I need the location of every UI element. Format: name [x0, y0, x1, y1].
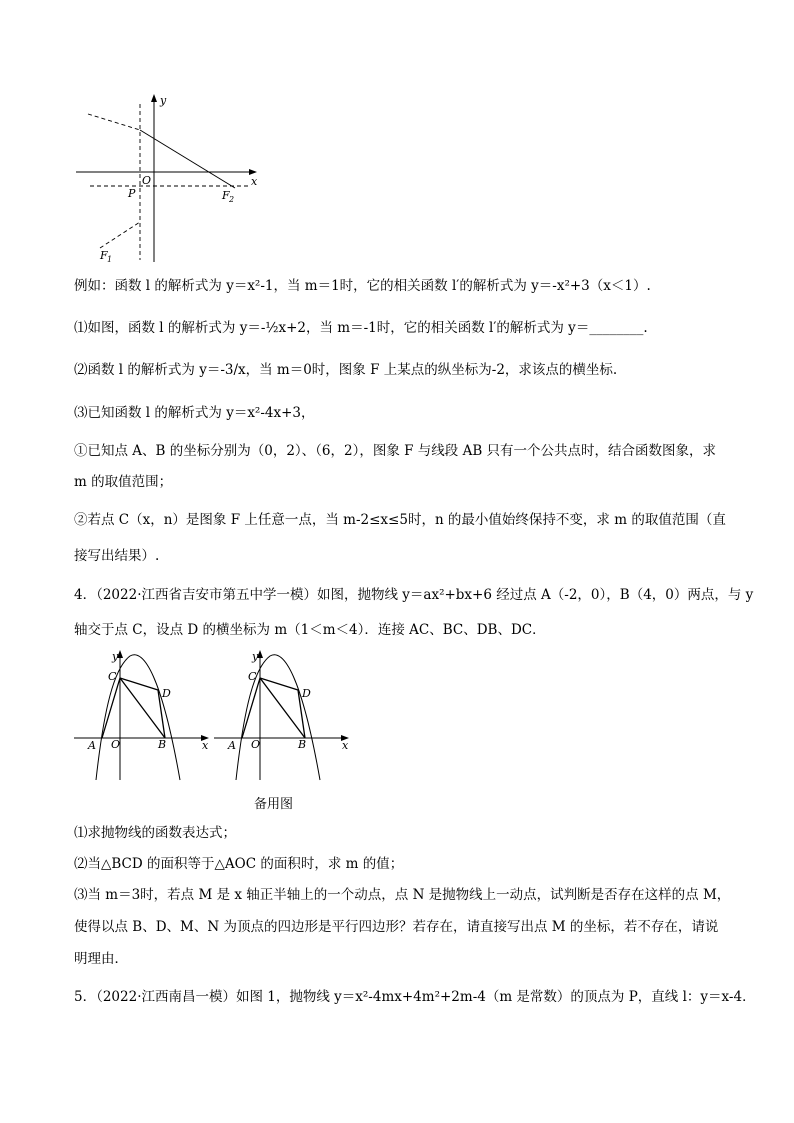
- question-3-part1-line2: m 的取值范围；: [74, 474, 173, 490]
- svg-text:A: A: [228, 739, 236, 752]
- function-graph-figure: [70, 90, 270, 265]
- svg-text:x: x: [202, 739, 209, 752]
- problem-4-question-1: ⑴求抛物线的函数表达式；: [74, 825, 236, 841]
- svg-text:x: x: [342, 739, 349, 752]
- parabola-figure-2: [210, 648, 355, 783]
- svg-text:D: D: [162, 687, 171, 700]
- problem-4-question-3-line1: ⑶当 m＝3时，若点 M 是 x 轴正半轴上的一个动点，点 N 是抛物线上一动点，试判断是否存在这样的点 M，: [74, 887, 731, 903]
- f1-label: F: [100, 249, 108, 262]
- problem-4-question-2: ⑵当△BCD 的面积等于△AOC 的面积时，求 m 的值；: [74, 856, 404, 872]
- svg-text:A: A: [88, 739, 96, 752]
- svg-text:D: D: [302, 687, 311, 700]
- point-p-label: P: [128, 187, 136, 200]
- problem-5-line1: 5．（2022·江西南昌一模）如图 1，抛物线 y＝x²-4mx+4m²+2m-4（m 是常数）的顶点为 P，直线 l：y＝x-4．: [74, 989, 756, 1005]
- question-3-part2-line2: 接写出结果）.: [74, 548, 160, 564]
- parabola-figure-1: [70, 648, 215, 783]
- svg-text:O: O: [111, 738, 121, 751]
- problem-4-question-3-line3: 明理由．: [74, 951, 128, 967]
- origin-label: O: [142, 174, 152, 187]
- y-axis-label: y: [160, 94, 167, 107]
- question-2: ⑵函数 l 的解析式为 y＝-3/x，当 m＝0时，图象 F 上某点的纵坐标为-2，求该点的横坐标.: [74, 362, 618, 378]
- svg-text:y: y: [252, 650, 259, 663]
- question-1: ⑴如图，函数 l 的解析式为 y＝-½x+2，当 m＝-1时，它的相关函数 l′的解析式为 y＝________.: [74, 320, 648, 336]
- svg-text:C: C: [248, 670, 257, 683]
- svg-text:2: 2: [229, 195, 235, 204]
- svg-text:C: C: [108, 670, 117, 683]
- svg-text:B: B: [158, 738, 167, 751]
- problem-4-question-3-line2: 使得以点 B、D、M、N 为顶点的四边形是平行四边形？若存在，请直接写出点 M 的坐标，若不存在，请说: [74, 919, 719, 935]
- question-3-part1-line1: ①已知点 A、B 的坐标分别为（0，2）、（6，2），图象 F 与线段 AB 只有一个公共点时，结合函数图象，求: [74, 443, 717, 459]
- problem-4-line2: 轴交于点 C，设点 D 的横坐标为 m（1＜m＜4）．连接 AC、BC、DB、DC．: [74, 622, 546, 638]
- question-3: ⑶已知函数 l 的解析式为 y＝x²-4x+3，: [74, 405, 315, 421]
- svg-text:1: 1: [107, 255, 113, 264]
- f2-label: F: [222, 189, 230, 202]
- svg-text:y: y: [112, 650, 119, 663]
- svg-text:O: O: [251, 738, 261, 751]
- example-text: 例如：函数 l 的解析式为 y＝x²-1，当 m＝1时，它的相关函数 l′的解析式为 y＝-x²+3（x＜1）.: [74, 278, 651, 294]
- backup-figure-caption: 备用图: [254, 797, 294, 812]
- question-3-part2-line1: ②若点 C（x，n）是图象 F 上任意一点，当 m-2≤x≤5时，n 的最小值始终保持不变，求 m 的取值范围（直: [74, 512, 726, 528]
- svg-text:B: B: [298, 738, 307, 751]
- problem-4-line1: 4．（2022·江西省吉安市第五中学一模）如图，抛物线 y＝ax²+bx+6 经过点 A（-2，0），B（4，0）两点，与 y: [74, 587, 754, 603]
- x-axis-label: x: [251, 175, 258, 188]
